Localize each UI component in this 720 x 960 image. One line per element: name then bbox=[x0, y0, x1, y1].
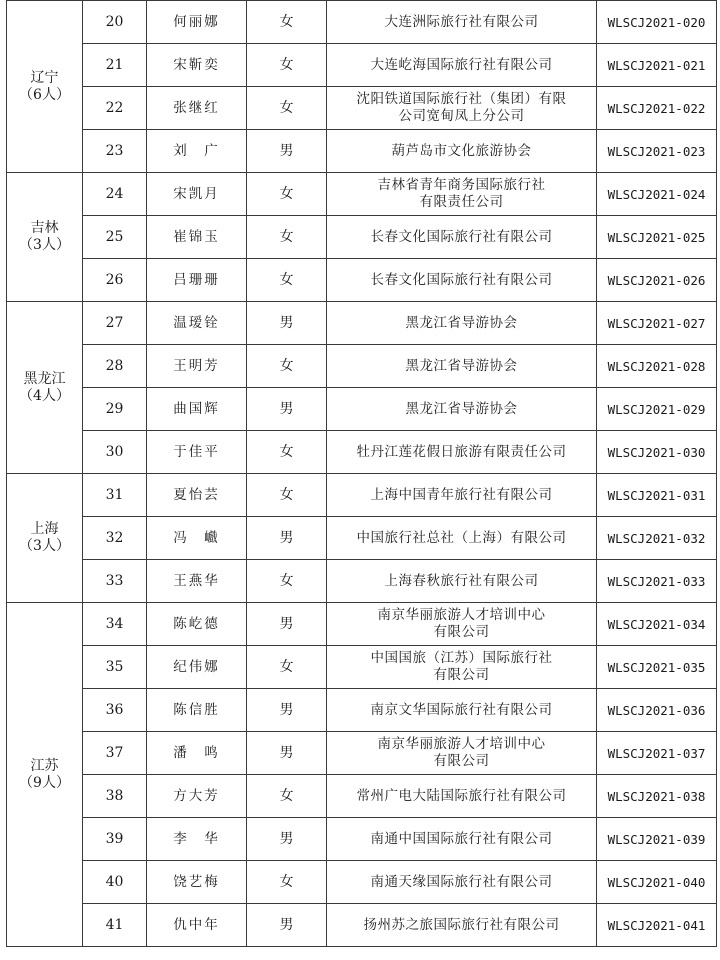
organization-cell bbox=[327, 474, 597, 517]
table-row bbox=[7, 1, 717, 44]
organization-cell bbox=[327, 302, 597, 345]
region-count: （3人） bbox=[19, 538, 70, 554]
organization-line: 南京华丽旅游人才培训中心 bbox=[377, 736, 546, 752]
organization-line: 南京华丽旅游人才培训中心 bbox=[377, 607, 546, 623]
table-row bbox=[7, 87, 717, 130]
certificate-code-cell: WLSCJ2021-032 bbox=[597, 517, 717, 560]
table-row bbox=[7, 861, 717, 904]
gender-cell: 女 bbox=[247, 474, 327, 517]
table-row bbox=[7, 216, 717, 259]
serial-number-cell: 41 bbox=[83, 904, 147, 947]
table-row bbox=[7, 130, 717, 173]
certificate-code-cell: WLSCJ2021-036 bbox=[597, 689, 717, 732]
person-name-cell: 方大芳 bbox=[147, 775, 247, 818]
roster-body bbox=[7, 1, 717, 947]
organization-line: 大连洲际旅行社有限公司 bbox=[384, 13, 539, 30]
region-count: （4人） bbox=[19, 387, 70, 404]
gender-cell: 女 bbox=[247, 646, 327, 689]
gender-cell: 男 bbox=[247, 517, 327, 560]
person-name-cell: 王明芳 bbox=[147, 345, 247, 388]
table-row bbox=[7, 603, 717, 646]
person-name-cell: 陈屹德 bbox=[147, 603, 247, 646]
table-row bbox=[7, 818, 717, 861]
serial-number-cell: 38 bbox=[83, 775, 147, 818]
person-name-cell: 饶艺梅 bbox=[147, 861, 247, 904]
table-row bbox=[7, 474, 717, 517]
certificate-code-cell: WLSCJ2021-030 bbox=[597, 431, 717, 474]
serial-number-cell: 30 bbox=[83, 431, 147, 474]
organization-cell bbox=[327, 818, 597, 861]
serial-number-cell: 39 bbox=[83, 818, 147, 861]
certificate-code-cell: WLSCJ2021-027 bbox=[597, 302, 717, 345]
person-name-cell: 于佳平 bbox=[147, 431, 247, 474]
certificate-code-cell: WLSCJ2021-035 bbox=[597, 646, 717, 689]
certificate-code-cell: WLSCJ2021-028 bbox=[597, 345, 717, 388]
certificate-code-cell: WLSCJ2021-029 bbox=[597, 388, 717, 431]
serial-number-cell: 20 bbox=[83, 1, 147, 44]
serial-number-cell: 26 bbox=[83, 259, 147, 302]
serial-number-cell: 37 bbox=[83, 732, 147, 775]
gender-cell: 男 bbox=[247, 130, 327, 173]
organization-line: 有限公司 bbox=[433, 753, 490, 769]
gender-cell: 男 bbox=[247, 732, 327, 775]
gender-cell: 女 bbox=[247, 560, 327, 603]
gender-cell: 男 bbox=[247, 818, 327, 861]
gender-cell: 女 bbox=[247, 173, 327, 216]
gender-cell: 男 bbox=[247, 388, 327, 431]
gender-cell: 女 bbox=[247, 259, 327, 302]
table-row bbox=[7, 173, 717, 216]
organization-cell bbox=[327, 87, 597, 130]
table-row bbox=[7, 44, 717, 87]
certificate-code-cell: WLSCJ2021-021 bbox=[597, 44, 717, 87]
organization-cell bbox=[327, 646, 597, 689]
serial-number-cell: 34 bbox=[83, 603, 147, 646]
organization-line: 扬州苏之旅国际旅行社有限公司 bbox=[363, 916, 560, 933]
gender-cell: 女 bbox=[247, 775, 327, 818]
region-cell bbox=[7, 1, 83, 173]
region-name: 上海 bbox=[30, 521, 59, 537]
certificate-code-cell: WLSCJ2021-038 bbox=[597, 775, 717, 818]
organization-line: 牡丹江莲花假日旅游有限责任公司 bbox=[356, 443, 567, 460]
serial-number-cell: 25 bbox=[83, 216, 147, 259]
organization-line: 沈阳铁道国际旅行社（集团）有限 bbox=[356, 91, 567, 107]
gender-cell: 男 bbox=[247, 689, 327, 732]
person-name-cell: 冯 巇 bbox=[147, 517, 247, 560]
organization-cell bbox=[327, 388, 597, 431]
organization-line: 上海春秋旅行社有限公司 bbox=[384, 572, 539, 589]
certificate-code-cell: WLSCJ2021-041 bbox=[597, 904, 717, 947]
serial-number-cell: 21 bbox=[83, 44, 147, 87]
certificate-code-cell: WLSCJ2021-037 bbox=[597, 732, 717, 775]
table-row bbox=[7, 904, 717, 947]
serial-number-cell: 40 bbox=[83, 861, 147, 904]
serial-number-cell: 28 bbox=[83, 345, 147, 388]
organization-cell bbox=[327, 259, 597, 302]
organization-cell bbox=[327, 603, 597, 646]
person-name-cell: 崔锦玉 bbox=[147, 216, 247, 259]
person-name-cell: 吕珊珊 bbox=[147, 259, 247, 302]
gender-cell: 女 bbox=[247, 44, 327, 87]
certificate-code-cell: WLSCJ2021-033 bbox=[597, 560, 717, 603]
organization-cell bbox=[327, 775, 597, 818]
serial-number-cell: 33 bbox=[83, 560, 147, 603]
table-row bbox=[7, 732, 717, 775]
organization-line: 葫芦岛市文化旅游协会 bbox=[391, 142, 532, 159]
certificate-code-cell: WLSCJ2021-031 bbox=[597, 474, 717, 517]
person-name-cell: 刘 广 bbox=[147, 130, 247, 173]
organization-cell bbox=[327, 1, 597, 44]
organization-line: 大连屹海国际旅行社有限公司 bbox=[370, 56, 553, 73]
table-row bbox=[7, 517, 717, 560]
region-name: 吉林 bbox=[30, 220, 59, 236]
gender-cell: 男 bbox=[247, 302, 327, 345]
gender-cell: 女 bbox=[247, 216, 327, 259]
region-cell bbox=[7, 173, 83, 302]
organization-line: 有限责任公司 bbox=[419, 194, 504, 210]
region-count: （9人） bbox=[19, 774, 70, 791]
certificate-code-cell: WLSCJ2021-040 bbox=[597, 861, 717, 904]
organization-line: 中国旅行社总社（上海）有限公司 bbox=[356, 529, 567, 546]
person-name-cell: 潘 鸣 bbox=[147, 732, 247, 775]
gender-cell: 女 bbox=[247, 431, 327, 474]
table-row bbox=[7, 560, 717, 603]
certificate-code-cell: WLSCJ2021-022 bbox=[597, 87, 717, 130]
serial-number-cell: 31 bbox=[83, 474, 147, 517]
serial-number-cell: 23 bbox=[83, 130, 147, 173]
organization-line: 黑龙江省导游协会 bbox=[405, 357, 518, 374]
serial-number-cell: 22 bbox=[83, 87, 147, 130]
serial-number-cell: 36 bbox=[83, 689, 147, 732]
organization-line: 公司宽甸凤上分公司 bbox=[398, 108, 525, 124]
certificate-code-cell: WLSCJ2021-039 bbox=[597, 818, 717, 861]
person-name-cell: 陈信胜 bbox=[147, 689, 247, 732]
region-cell bbox=[7, 302, 83, 474]
region-cell bbox=[7, 474, 83, 603]
organization-cell bbox=[327, 732, 597, 775]
organization-cell bbox=[327, 216, 597, 259]
serial-number-cell: 29 bbox=[83, 388, 147, 431]
organization-line: 吉林省青年商务国际旅行社 bbox=[377, 177, 546, 193]
organization-cell bbox=[327, 517, 597, 560]
serial-number-cell: 24 bbox=[83, 173, 147, 216]
organization-cell bbox=[327, 689, 597, 732]
organization-line: 有限公司 bbox=[433, 624, 490, 640]
organization-line: 上海中国青年旅行社有限公司 bbox=[370, 486, 553, 503]
roster-table bbox=[6, 0, 717, 947]
region-name: 黑龙江 bbox=[23, 370, 66, 387]
table-row bbox=[7, 388, 717, 431]
person-name-cell: 夏怡芸 bbox=[147, 474, 247, 517]
region-count: （6人） bbox=[19, 86, 70, 103]
person-name-cell: 温瑷铨 bbox=[147, 302, 247, 345]
person-name-cell: 仇中年 bbox=[147, 904, 247, 947]
gender-cell: 女 bbox=[247, 345, 327, 388]
organization-cell bbox=[327, 173, 597, 216]
serial-number-cell: 27 bbox=[83, 302, 147, 345]
table-row bbox=[7, 431, 717, 474]
table-row bbox=[7, 689, 717, 732]
person-name-cell: 宋靳奕 bbox=[147, 44, 247, 87]
certificate-code-cell: WLSCJ2021-023 bbox=[597, 130, 717, 173]
person-name-cell: 宋凯月 bbox=[147, 173, 247, 216]
organization-line: 有限公司 bbox=[433, 667, 490, 683]
person-name-cell: 何丽娜 bbox=[147, 1, 247, 44]
gender-cell: 女 bbox=[247, 1, 327, 44]
region-cell bbox=[7, 603, 83, 947]
gender-cell: 女 bbox=[247, 87, 327, 130]
region-name: 江苏 bbox=[30, 757, 59, 774]
organization-cell bbox=[327, 431, 597, 474]
organization-cell bbox=[327, 44, 597, 87]
certificate-code-cell: WLSCJ2021-025 bbox=[597, 216, 717, 259]
person-name-cell: 王燕华 bbox=[147, 560, 247, 603]
serial-number-cell: 32 bbox=[83, 517, 147, 560]
table-row bbox=[7, 259, 717, 302]
table-row bbox=[7, 302, 717, 345]
organization-cell bbox=[327, 904, 597, 947]
certificate-code-cell: WLSCJ2021-020 bbox=[597, 1, 717, 44]
organization-line: 南通天缘国际旅行社有限公司 bbox=[370, 873, 553, 890]
organization-line: 南京文华国际旅行社有限公司 bbox=[370, 701, 553, 718]
serial-number-cell: 35 bbox=[83, 646, 147, 689]
person-name-cell: 李 华 bbox=[147, 818, 247, 861]
certificate-code-cell: WLSCJ2021-034 bbox=[597, 603, 717, 646]
organization-cell bbox=[327, 345, 597, 388]
table-row bbox=[7, 345, 717, 388]
organization-line: 黑龙江省导游协会 bbox=[405, 400, 518, 417]
organization-cell bbox=[327, 560, 597, 603]
organization-line: 常州广电大陆国际旅行社有限公司 bbox=[356, 787, 567, 804]
organization-line: 黑龙江省导游协会 bbox=[405, 314, 518, 331]
person-name-cell: 张继红 bbox=[147, 87, 247, 130]
certificate-code-cell: WLSCJ2021-024 bbox=[597, 173, 717, 216]
gender-cell: 男 bbox=[247, 603, 327, 646]
region-name: 辽宁 bbox=[30, 69, 59, 86]
table-row bbox=[7, 646, 717, 689]
person-name-cell: 纪伟娜 bbox=[147, 646, 247, 689]
organization-line: 中国国旅（江苏）国际旅行社 bbox=[370, 650, 553, 666]
organization-line: 南通中国国际旅行社有限公司 bbox=[370, 830, 553, 847]
region-count: （3人） bbox=[19, 237, 70, 253]
organization-cell bbox=[327, 130, 597, 173]
gender-cell: 女 bbox=[247, 861, 327, 904]
organization-cell bbox=[327, 861, 597, 904]
organization-line: 长春文化国际旅行社有限公司 bbox=[370, 228, 553, 245]
certificate-code-cell: WLSCJ2021-026 bbox=[597, 259, 717, 302]
person-name-cell: 曲国辉 bbox=[147, 388, 247, 431]
table-row bbox=[7, 775, 717, 818]
gender-cell: 男 bbox=[247, 904, 327, 947]
organization-line: 长春文化国际旅行社有限公司 bbox=[370, 271, 553, 288]
